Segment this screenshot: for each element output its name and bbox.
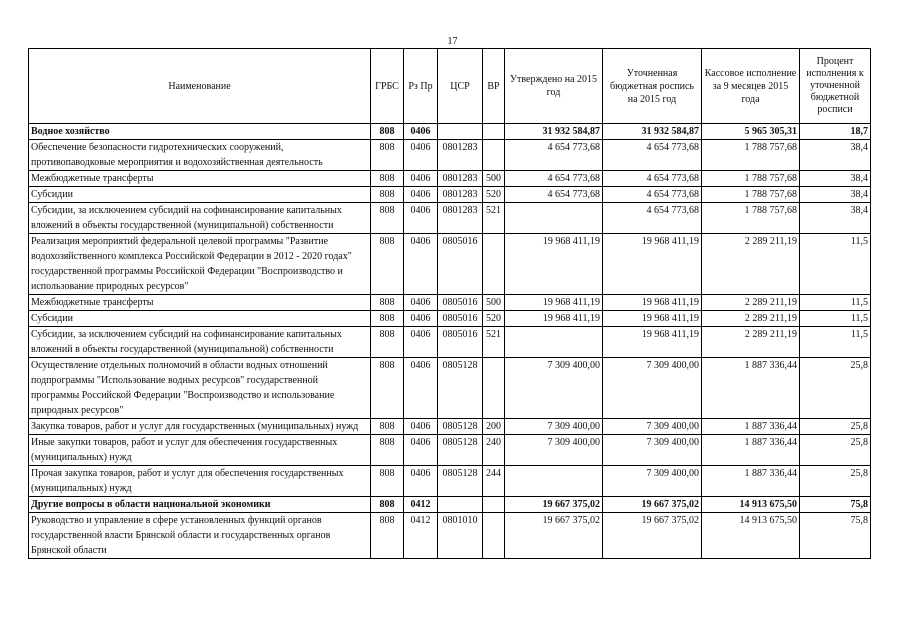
cell-approved: 19 667 375,02: [505, 513, 603, 559]
cell-refined: 4 654 773,68: [603, 187, 702, 203]
cell-name: Реализация мероприятий федеральной целевой программы "Развитие водохозяйственного комплекса Российской Федерации в 2012 - 2020 годах" государственной программы Российской Федерации "Воспроизводство и использование природных ресурсов": [29, 234, 371, 295]
cell-percent: 75,8: [800, 513, 871, 559]
cell-refined: 7 309 400,00: [603, 358, 702, 419]
cell-cash: 1 887 336,44: [702, 419, 800, 435]
table-row: [29, 513, 871, 559]
cell-name: Обеспечение безопасности гидротехнических сооружений, противопаводковые мероприятия и водохозяйственная деятельность: [29, 140, 371, 171]
cell-grbs: 808: [371, 419, 404, 435]
cell-cash: 2 289 211,19: [702, 311, 800, 327]
cell-vr: [483, 234, 505, 295]
cell-refined: 7 309 400,00: [603, 419, 702, 435]
cell-csr: 0805128: [438, 358, 483, 419]
cell-refined: 31 932 584,87: [603, 124, 702, 140]
table-row: [29, 124, 871, 140]
cell-percent: 38,4: [800, 203, 871, 234]
cell-approved: [505, 466, 603, 497]
cell-vr: [483, 140, 505, 171]
cell-approved: 7 309 400,00: [505, 435, 603, 466]
cell-refined: 4 654 773,68: [603, 171, 702, 187]
table-row: [29, 295, 871, 311]
cell-vr: 200: [483, 419, 505, 435]
cell-grbs: 808: [371, 497, 404, 513]
cell-grbs: 808: [371, 311, 404, 327]
cell-grbs: 808: [371, 466, 404, 497]
page-number: 17: [447, 36, 458, 47]
cell-rzpr: 0406: [404, 234, 438, 295]
cell-rzpr: 0406: [404, 327, 438, 358]
cell-vr: [483, 124, 505, 140]
table-row: [29, 358, 871, 419]
cell-rzpr: 0406: [404, 203, 438, 234]
cell-cash: 2 289 211,19: [702, 234, 800, 295]
cell-approved: 7 309 400,00: [505, 419, 603, 435]
cell-cash: 2 289 211,19: [702, 295, 800, 311]
cell-grbs: 808: [371, 234, 404, 295]
cell-refined: 7 309 400,00: [603, 435, 702, 466]
cell-refined: 4 654 773,68: [603, 140, 702, 171]
cell-vr: 500: [483, 295, 505, 311]
cell-grbs: 808: [371, 187, 404, 203]
cell-name: Субсидии: [29, 187, 371, 203]
cell-cash: 14 913 675,50: [702, 497, 800, 513]
table-row: [29, 234, 871, 295]
cell-name: Субсидии, за исключением субсидий на софинансирование капитальных вложений в объекты государственной (муниципальной) собственности: [29, 327, 371, 358]
cell-percent: 11,5: [800, 327, 871, 358]
cell-refined: 19 667 375,02: [603, 513, 702, 559]
cell-csr: 0801283: [438, 203, 483, 234]
cell-name: Руководство и управление в сфере установленных функций органов государственной власти Брянской области и государственных органов Брянской области: [29, 513, 371, 559]
header-rzpr: Рз Пр: [404, 49, 438, 124]
budget-table: [28, 48, 871, 559]
cell-vr: 521: [483, 203, 505, 234]
cell-percent: 38,4: [800, 187, 871, 203]
table-row: [29, 419, 871, 435]
header-approved: Утверждено на 2015 год: [505, 49, 603, 124]
cell-rzpr: 0406: [404, 140, 438, 171]
cell-percent: 25,8: [800, 358, 871, 419]
cell-csr: 0805128: [438, 419, 483, 435]
table-row: [29, 203, 871, 234]
cell-csr: 0805016: [438, 327, 483, 358]
cell-grbs: 808: [371, 171, 404, 187]
cell-csr: 0805016: [438, 295, 483, 311]
cell-name: Иные закупки товаров, работ и услуг для обеспечения государственных (муниципальных) нужд: [29, 435, 371, 466]
cell-grbs: 808: [371, 203, 404, 234]
table-header-row: [29, 49, 871, 124]
header-csr: ЦСР: [438, 49, 483, 124]
cell-name: Другие вопросы в области национальной экономики: [29, 497, 371, 513]
header-name: Наименование: [29, 49, 371, 124]
cell-name: Закупка товаров, работ и услуг для государственных (муниципальных) нужд: [29, 419, 371, 435]
header-percent: Процент исполнения к уточненной бюджетной росписи: [800, 49, 871, 124]
cell-csr: 0805128: [438, 435, 483, 466]
cell-percent: 25,8: [800, 419, 871, 435]
cell-refined: 19 968 411,19: [603, 311, 702, 327]
cell-vr: 240: [483, 435, 505, 466]
table-row: [29, 327, 871, 358]
cell-vr: 520: [483, 187, 505, 203]
cell-vr: [483, 497, 505, 513]
cell-cash: 5 965 305,31: [702, 124, 800, 140]
cell-refined: 19 968 411,19: [603, 295, 702, 311]
cell-cash: 1 887 336,44: [702, 466, 800, 497]
cell-grbs: 808: [371, 140, 404, 171]
header-grbs: ГРБС: [371, 49, 404, 124]
cell-csr: 0801283: [438, 187, 483, 203]
cell-cash: 1 788 757,68: [702, 203, 800, 234]
cell-percent: 11,5: [800, 234, 871, 295]
cell-cash: 1 887 336,44: [702, 435, 800, 466]
header-cash: Кассовое исполнение за 9 месяцев 2015 года: [702, 49, 800, 124]
table-row: [29, 187, 871, 203]
cell-approved: 4 654 773,68: [505, 171, 603, 187]
cell-rzpr: 0406: [404, 187, 438, 203]
cell-approved: [505, 203, 603, 234]
cell-rzpr: 0406: [404, 171, 438, 187]
cell-approved: 19 968 411,19: [505, 295, 603, 311]
cell-rzpr: 0406: [404, 435, 438, 466]
cell-cash: 1 887 336,44: [702, 358, 800, 419]
cell-csr: [438, 497, 483, 513]
cell-refined: 7 309 400,00: [603, 466, 702, 497]
cell-grbs: 808: [371, 124, 404, 140]
cell-approved: 19 968 411,19: [505, 234, 603, 295]
cell-rzpr: 0406: [404, 419, 438, 435]
cell-percent: 11,5: [800, 311, 871, 327]
cell-rzpr: 0406: [404, 295, 438, 311]
cell-grbs: 808: [371, 435, 404, 466]
cell-grbs: 808: [371, 327, 404, 358]
cell-percent: 38,4: [800, 140, 871, 171]
header-vr: ВР: [483, 49, 505, 124]
cell-percent: 38,4: [800, 171, 871, 187]
cell-cash: 2 289 211,19: [702, 327, 800, 358]
cell-rzpr: 0406: [404, 466, 438, 497]
cell-name: Осуществление отдельных полномочий в области водных отношений подпрограммы "Использование водных ресурсов" государственной программы Российской Федерации "Воспроизводство и использование природных ресурсов": [29, 358, 371, 419]
cell-csr: 0801283: [438, 140, 483, 171]
cell-approved: [505, 327, 603, 358]
cell-percent: 75,8: [800, 497, 871, 513]
cell-refined: 19 968 411,19: [603, 327, 702, 358]
cell-grbs: 808: [371, 295, 404, 311]
cell-approved: 4 654 773,68: [505, 140, 603, 171]
cell-vr: 521: [483, 327, 505, 358]
cell-vr: 244: [483, 466, 505, 497]
cell-csr: 0805016: [438, 234, 483, 295]
cell-cash: 1 788 757,68: [702, 187, 800, 203]
cell-name: Межбюджетные трансферты: [29, 171, 371, 187]
cell-vr: 500: [483, 171, 505, 187]
cell-csr: 0801283: [438, 171, 483, 187]
table-row: [29, 311, 871, 327]
cell-vr: 520: [483, 311, 505, 327]
cell-rzpr: 0412: [404, 497, 438, 513]
cell-rzpr: 0406: [404, 358, 438, 419]
table-row: [29, 497, 871, 513]
header-refined: Уточненная бюджетная роспись на 2015 год: [603, 49, 702, 124]
cell-approved: 7 309 400,00: [505, 358, 603, 419]
cell-csr: [438, 124, 483, 140]
cell-refined: 19 968 411,19: [603, 234, 702, 295]
table-row: [29, 171, 871, 187]
cell-approved: 19 968 411,19: [505, 311, 603, 327]
cell-csr: 0801010: [438, 513, 483, 559]
cell-grbs: 808: [371, 358, 404, 419]
cell-refined: 4 654 773,68: [603, 203, 702, 234]
cell-percent: 11,5: [800, 295, 871, 311]
cell-cash: 14 913 675,50: [702, 513, 800, 559]
cell-percent: 25,8: [800, 466, 871, 497]
cell-name: Межбюджетные трансферты: [29, 295, 371, 311]
cell-percent: 18,7: [800, 124, 871, 140]
cell-csr: 0805128: [438, 466, 483, 497]
cell-vr: [483, 513, 505, 559]
cell-approved: 4 654 773,68: [505, 187, 603, 203]
cell-name: Водное хозяйство: [29, 124, 371, 140]
cell-csr: 0805016: [438, 311, 483, 327]
cell-name: Субсидии, за исключением субсидий на софинансирование капитальных вложений в объекты государственной (муниципальной) собственности: [29, 203, 371, 234]
table-row: [29, 435, 871, 466]
cell-cash: 1 788 757,68: [702, 140, 800, 171]
cell-approved: 31 932 584,87: [505, 124, 603, 140]
cell-rzpr: 0406: [404, 311, 438, 327]
cell-cash: 1 788 757,68: [702, 171, 800, 187]
table-row: [29, 140, 871, 171]
cell-name: Субсидии: [29, 311, 371, 327]
cell-rzpr: 0406: [404, 124, 438, 140]
table-row: [29, 466, 871, 497]
cell-refined: 19 667 375,02: [603, 497, 702, 513]
cell-rzpr: 0412: [404, 513, 438, 559]
cell-vr: [483, 358, 505, 419]
cell-approved: 19 667 375,02: [505, 497, 603, 513]
cell-grbs: 808: [371, 513, 404, 559]
cell-percent: 25,8: [800, 435, 871, 466]
cell-name: Прочая закупка товаров, работ и услуг для обеспечения государственных (муниципальных) нужд: [29, 466, 371, 497]
